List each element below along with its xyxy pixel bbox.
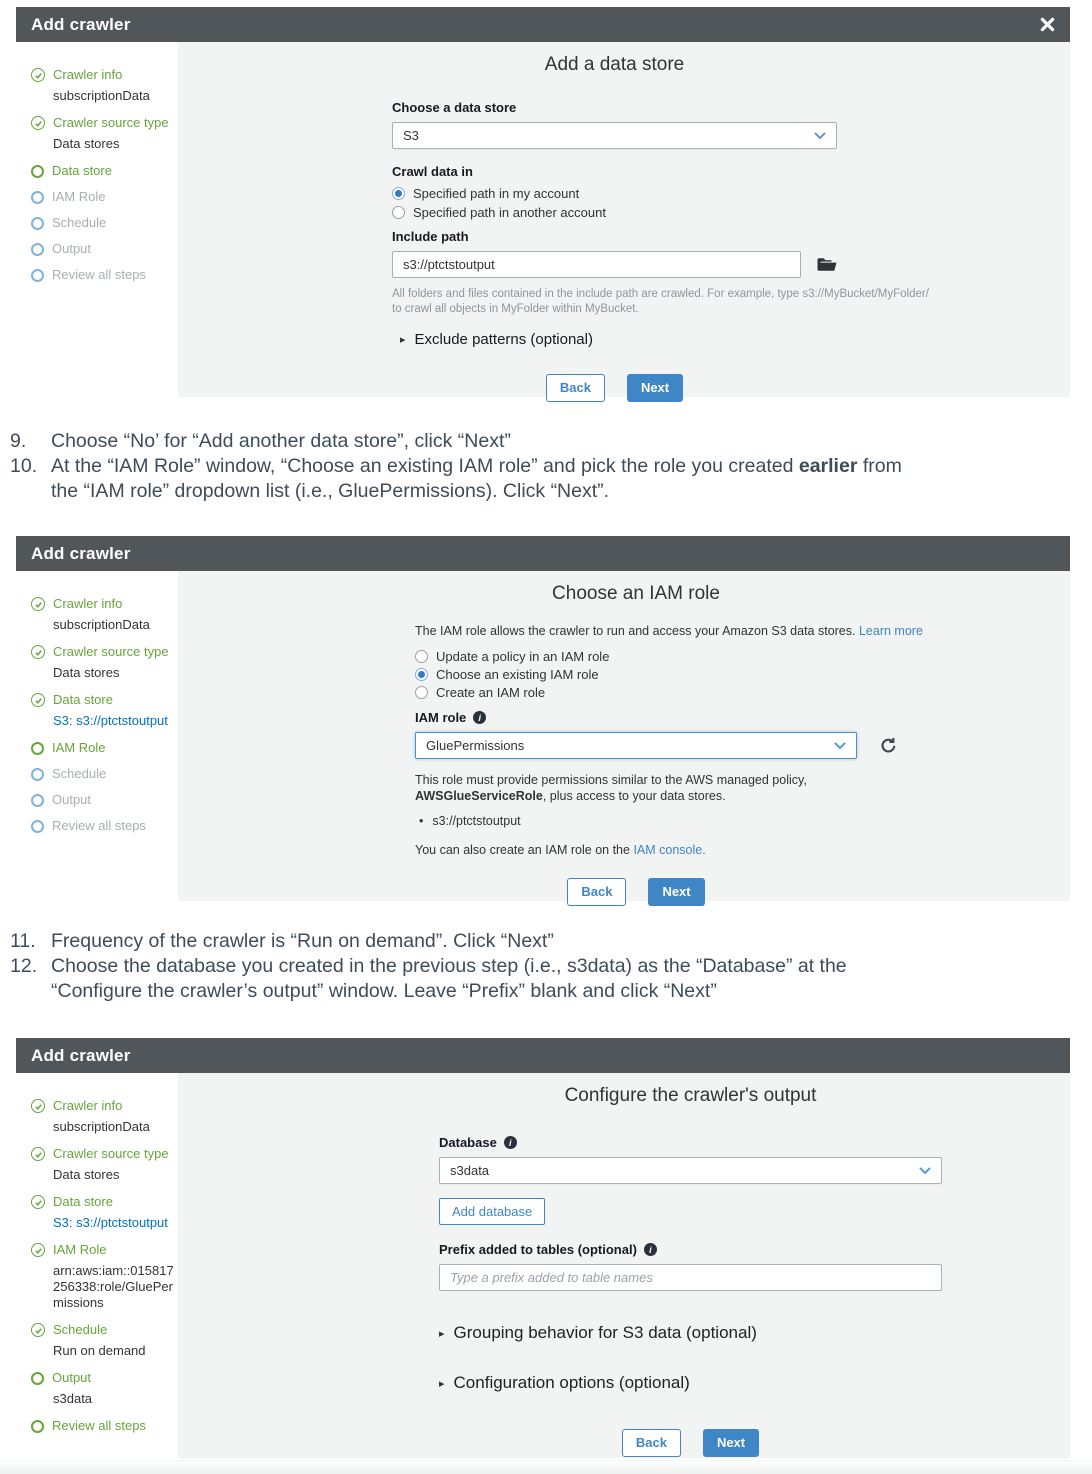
step-label: Data store: [53, 692, 113, 707]
radio-specified-path-another-account[interactable]: [392, 205, 837, 220]
info-icon[interactable]: i: [504, 1136, 517, 1149]
wizard-steps-sidebar: [16, 1073, 178, 1458]
step-label: Review all steps: [52, 818, 146, 833]
note-text-segment: , plus access to your data stores.: [542, 789, 726, 803]
dialog-title: Add crawler: [31, 543, 131, 563]
step-sublabel: subscriptionData: [53, 88, 150, 103]
step-label: Output: [52, 241, 92, 256]
radio-unselected-icon: [415, 650, 428, 663]
radio-unselected-icon: [392, 206, 405, 219]
next-button[interactable]: Next: [648, 878, 704, 906]
iam-role-label: IAM role: [415, 710, 467, 725]
radio-create-role[interactable]: [415, 685, 857, 700]
note-policy-name: AWSGlueServiceRole: [415, 789, 543, 803]
data-store-select-value: S3: [403, 128, 419, 143]
exclude-patterns-expander[interactable]: [400, 331, 837, 348]
step-review-all-steps[interactable]: [31, 268, 172, 282]
grouping-behavior-expander[interactable]: [439, 1323, 942, 1343]
step-label: Data store: [53, 1194, 113, 1209]
iam-role-note: [415, 772, 867, 804]
step-output[interactable]: [31, 242, 172, 256]
step-label: IAM Role: [53, 1242, 107, 1257]
step-data-store[interactable]: [31, 164, 172, 178]
step-crawler-source-type[interactable]: [31, 116, 172, 130]
step-iam-role[interactable]: [31, 190, 172, 204]
step-iam-role[interactable]: [31, 741, 172, 755]
instruction-text-segment: “Configure the crawler’s output” window. Leave “Prefix” blank and click “Next”: [51, 980, 717, 1002]
include-path-input[interactable]: [392, 251, 801, 278]
crawl-data-in-label: Crawl data in: [392, 164, 473, 179]
exclude-patterns-label: Exclude patterns (optional): [414, 331, 593, 348]
next-screenshot-edge: [0, 1460, 1092, 1474]
add-crawler-dialog-2: [16, 536, 1070, 901]
learn-more-link[interactable]: Learn more: [858, 624, 923, 638]
step-label: Output: [52, 1370, 92, 1385]
step-sublabel: s3data: [53, 1391, 93, 1406]
step-complete-icon: [31, 116, 45, 130]
data-store-select[interactable]: [392, 122, 837, 149]
radio-label: Choose an existing IAM role: [436, 667, 599, 682]
radio-selected-icon: [415, 668, 428, 681]
chevron-down-icon: [919, 1163, 931, 1178]
step-complete-icon: [31, 68, 45, 82]
step-crawler-info[interactable]: [31, 68, 172, 82]
step-pending-icon: [31, 794, 44, 807]
step-label: Output: [52, 792, 92, 807]
chevron-down-icon: [814, 128, 826, 143]
step-pending-icon: [31, 243, 44, 256]
dialog-header: [16, 1038, 1070, 1073]
grouping-behavior-label: Grouping behavior for S3 data (optional): [453, 1323, 757, 1342]
step-sublabel: S3: s3://ptctstoutput: [53, 713, 168, 728]
step-schedule[interactable]: [31, 216, 172, 230]
step-output[interactable]: [31, 1371, 172, 1385]
data-store-bullet: [415, 814, 857, 828]
step-sublabel: Run on demand: [53, 1343, 146, 1358]
info-icon[interactable]: i: [644, 1243, 657, 1256]
step-label: Crawler source type: [53, 644, 169, 659]
add-crawler-dialog-1: [16, 7, 1070, 397]
instruction-text-segment: from: [857, 455, 902, 477]
step-label: Crawler source type: [53, 1146, 169, 1161]
triangle-right-icon: ▸: [400, 334, 406, 346]
radio-unselected-icon: [415, 686, 428, 699]
include-path-help-line2: to crawl all objects in MyFolder within MyBucket.: [392, 303, 639, 315]
step-sublabel: arn:aws:iam::015817256338:role/GluePermissions: [53, 1263, 174, 1310]
radio-label: Update a policy in an IAM role: [436, 649, 610, 664]
dialog-title: Add crawler: [31, 14, 131, 34]
step-complete-icon: [31, 1147, 45, 1161]
instruction-list-a: [10, 429, 1010, 504]
radio-selected-icon: [392, 187, 405, 200]
instruction-item-9: [10, 429, 1010, 454]
radio-label: Create an IAM role: [436, 685, 546, 700]
instruction-text-segment: At the “IAM Role” window, “Choose an existing IAM role” and pick the role you created: [51, 455, 799, 477]
wizard-steps-sidebar: [16, 42, 178, 397]
iam-role-select-value: GluePermissions: [426, 738, 525, 753]
step-sublabel: S3: s3://ptctstoutput: [53, 1215, 168, 1230]
step-complete-icon: [31, 1243, 45, 1257]
next-button[interactable]: Next: [703, 1429, 759, 1457]
dialog-title: Add crawler: [31, 1045, 131, 1065]
instruction-text-segment: Choose the database you created in the previous step (i.e., s3data) as the “Database” at the: [51, 955, 847, 977]
wizard-steps-sidebar: [16, 571, 178, 901]
panel-heading: Configure the crawler's output: [564, 1085, 817, 1106]
step-label: Crawler info: [53, 67, 123, 82]
data-store-label: Choose a data store: [392, 100, 517, 115]
step-label: Crawler info: [53, 596, 123, 611]
step-label: Schedule: [52, 215, 107, 230]
step-label: IAM Role: [52, 740, 106, 755]
step-data-store[interactable]: [31, 1195, 172, 1209]
radio-update-policy[interactable]: [415, 649, 857, 664]
bullet-icon: •: [419, 814, 424, 828]
database-select-value: s3data: [450, 1163, 490, 1178]
step-crawler-info[interactable]: [31, 1099, 172, 1113]
prefix-input[interactable]: [439, 1264, 942, 1291]
radio-label: Specified path in another account: [413, 205, 606, 220]
step-crawler-source-type[interactable]: [31, 1147, 172, 1161]
step-complete-icon: [31, 1195, 45, 1209]
step-sublabel: subscriptionData: [53, 1119, 150, 1134]
triangle-right-icon: ▸: [439, 1377, 445, 1390]
console-text-segment: You can also create an IAM role on the: [415, 843, 634, 857]
instruction-text: [51, 954, 1010, 1004]
step-crawler-info[interactable]: [31, 597, 172, 611]
step-pending-icon: [31, 191, 44, 204]
instruction-text-segment: the “IAM role” dropdown list (i.e., GluePermissions). Click “Next”.: [51, 480, 610, 502]
include-path-help-line1: All folders and files contained in the include path are crawled. For example, type s3://MyBucket/MyFolder/: [392, 288, 929, 300]
info-icon[interactable]: i: [473, 711, 486, 724]
instruction-item-12: [10, 954, 1010, 1004]
add-crawler-dialog-3: [16, 1038, 1070, 1458]
instruction-number: 12.: [10, 955, 38, 977]
step-current-icon: [31, 1372, 44, 1385]
next-button[interactable]: Next: [627, 374, 683, 402]
panel-heading: Add a data store: [544, 54, 685, 75]
step-pending-icon: [31, 217, 44, 230]
step-pending-icon: [31, 768, 44, 781]
instruction-list-b: [10, 929, 1010, 1004]
back-button[interactable]: Back: [546, 374, 605, 402]
step-label: Schedule: [53, 1322, 108, 1337]
step-sublabel: subscriptionData: [53, 617, 150, 632]
instruction-number: 10.: [10, 455, 38, 477]
add-database-button[interactable]: Add database: [439, 1198, 545, 1225]
step-label: Data store: [52, 163, 112, 178]
database-label: Database: [439, 1135, 497, 1150]
radio-specified-path-my-account[interactable]: [392, 186, 837, 201]
instruction-text: Frequency of the crawler is “Run on demand”. Click “Next”: [51, 930, 554, 952]
step-pending-icon: [31, 820, 44, 833]
dialog-main-panel: [178, 571, 1070, 901]
chevron-down-icon: [834, 738, 846, 753]
step-data-store[interactable]: [31, 693, 172, 707]
back-button[interactable]: Back: [622, 1429, 681, 1457]
step-schedule[interactable]: [31, 1323, 172, 1337]
step-label: Crawler source type: [53, 115, 169, 130]
step-label: Schedule: [52, 766, 107, 781]
dialog-header: [16, 7, 1070, 42]
step-current-icon: [31, 1420, 44, 1433]
radio-label: Specified path in my account: [413, 186, 580, 201]
instruction-item-11: [10, 929, 1010, 954]
step-label: Review all steps: [52, 267, 146, 282]
refresh-icon[interactable]: [880, 737, 897, 759]
iam-console-link[interactable]: IAM console.: [633, 843, 706, 857]
instruction-text: Choose “No’ for “Add another data store”, click “Next”: [51, 430, 511, 452]
step-output[interactable]: [31, 793, 172, 807]
folder-browse-icon[interactable]: [817, 257, 837, 272]
bullet-path: s3://ptctstoutput: [432, 814, 521, 828]
step-label: Crawler info: [53, 1098, 123, 1113]
step-sublabel: Data stores: [53, 136, 120, 151]
instruction-number: 11.: [10, 930, 36, 952]
dialog-main-panel: [178, 1073, 1070, 1458]
back-button[interactable]: Back: [567, 878, 626, 906]
step-label: Review all steps: [52, 1418, 146, 1433]
note-text-segment: This role must provide permissions similar to the AWS managed policy,: [415, 773, 807, 787]
instruction-item-10: [10, 454, 1010, 504]
configuration-options-expander[interactable]: [439, 1373, 942, 1393]
radio-choose-existing-role[interactable]: [415, 667, 857, 682]
instruction-number: 9.: [10, 430, 27, 452]
step-complete-icon: [31, 1099, 45, 1113]
iam-console-line: [415, 842, 857, 858]
step-label: IAM Role: [52, 189, 106, 204]
panel-heading: Choose an IAM role: [552, 583, 720, 604]
step-complete-icon: [31, 597, 45, 611]
dialog-header: [16, 536, 1070, 571]
iam-role-intro-text: The IAM role allows the crawler to run and access your Amazon S3 data stores.: [415, 624, 859, 638]
step-current-icon: [31, 742, 44, 755]
step-review-all-steps[interactable]: [31, 1419, 172, 1433]
step-schedule[interactable]: [31, 767, 172, 781]
instruction-text: [51, 454, 1010, 504]
step-current-icon: [31, 165, 44, 178]
step-crawler-source-type[interactable]: [31, 645, 172, 659]
step-sublabel: Data stores: [53, 665, 120, 680]
iam-role-select[interactable]: [415, 732, 857, 759]
database-select[interactable]: [439, 1157, 942, 1184]
step-complete-icon: [31, 693, 45, 707]
close-icon[interactable]: [1040, 17, 1055, 32]
triangle-right-icon: ▸: [439, 1327, 445, 1340]
step-review-all-steps[interactable]: [31, 819, 172, 833]
prefix-label: Prefix added to tables (optional): [439, 1242, 637, 1257]
iam-role-intro: [415, 623, 923, 639]
step-sublabel: Data stores: [53, 1167, 120, 1182]
step-pending-icon: [31, 269, 44, 282]
step-complete-icon: [31, 1323, 45, 1337]
dialog-main-panel: [178, 42, 1070, 397]
step-complete-icon: [31, 645, 45, 659]
include-path-label: Include path: [392, 229, 469, 244]
step-iam-role[interactable]: [31, 1243, 172, 1257]
instruction-text-bold: earlier: [798, 455, 858, 477]
configuration-options-label: Configuration options (optional): [453, 1373, 690, 1392]
